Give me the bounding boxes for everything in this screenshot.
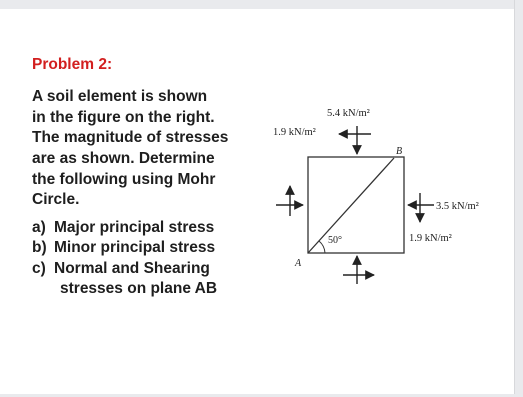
top-shear-stress-label: 1.9 kN/m² (273, 127, 316, 138)
point-b-label: B (396, 146, 403, 157)
angle-arc (319, 241, 325, 253)
task-b-marker: b) (32, 239, 47, 256)
angle-label: 50° (328, 235, 342, 246)
statement-line-4: are as shown. Determine (32, 150, 215, 167)
top-normal-stress-label: 5.4 kN/m² (327, 108, 370, 119)
statement-line-2: in the figure on the right. (32, 109, 215, 126)
task-c-continuation: stresses on plane AB (60, 280, 218, 297)
top-stress-arrow-icon (339, 126, 371, 154)
task-a-text: Major principal stress (54, 219, 215, 236)
right-shear-stress-label: 1.9 kN/m² (409, 233, 452, 244)
statement-line-5: the following using Mohr (32, 171, 216, 188)
soil-element-square (308, 157, 404, 253)
task-c-text: Normal and Shearing (54, 260, 210, 277)
task-a-marker: a) (32, 219, 46, 236)
statement-line-6: Circle. (32, 191, 80, 208)
task-c-marker: c) (32, 260, 46, 277)
point-a-label: A (295, 258, 302, 269)
right-stress-arrow-icon (408, 193, 434, 222)
statement-line-1: A soil element is shown (32, 88, 208, 105)
task-b-text: Minor principal stress (54, 239, 216, 256)
plane-ab-line (308, 158, 394, 253)
right-normal-stress-label: 3.5 kN/m² (436, 201, 479, 212)
left-stress-arrow-icon (276, 186, 303, 216)
bottom-stress-arrow-icon (343, 256, 374, 284)
problem-title: Problem 2: (32, 56, 113, 73)
statement-line-3: The magnitude of stresses (32, 129, 229, 146)
